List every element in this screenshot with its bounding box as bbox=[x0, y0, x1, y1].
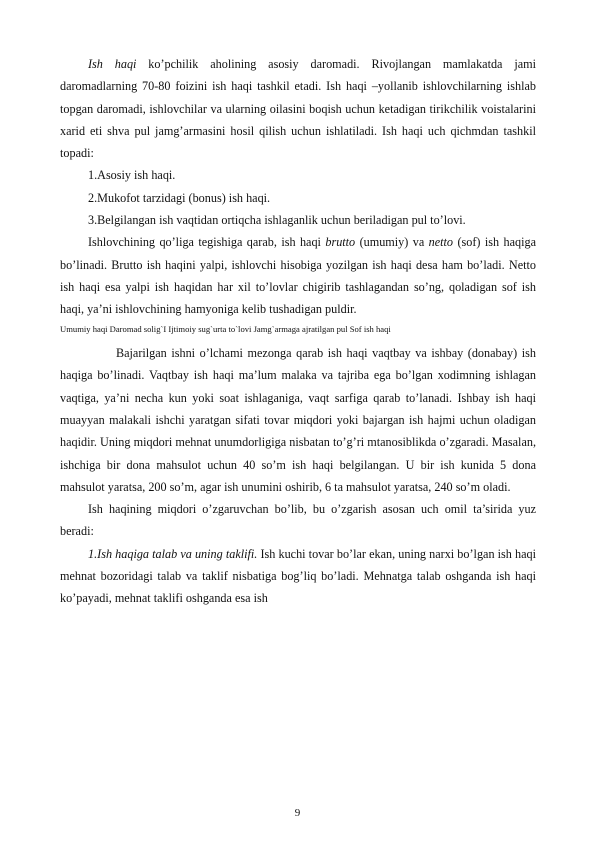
paragraph-wage-definition bbox=[60, 53, 536, 164]
subheading-supply-demand: 1.Ish haqiga talab va uning taklifi. bbox=[88, 546, 258, 561]
term-netto: netto bbox=[428, 235, 454, 250]
paragraph-text: Ish kuchi tovar bo’lar ekan, uning narxi bo’lgan ish haqi mehnat bozoridagi talab va taklif nisbatiga bog’liq bo’ladi. Mehnatga talab oshganda ish haqi ko’payadi, mehnat taklifi oshganda esa ish bbox=[60, 546, 536, 606]
term-ish-haqi: Ish haqi bbox=[88, 57, 137, 71]
paragraph-text: (umumiy) va bbox=[355, 235, 429, 250]
paragraph-text: ko’pchilik aholining asosiy daromadi. Rivojlangan mamlakatda jami daromadlarning 70-80 foizini ish haqi tashkil etadi. Ish haqi –yollanib ishlovchilarning ishlab topgan daromadi, ishlovchilar va ularning oilasini boqish uchun ketadigan tirikchilik voistalarini xarid eti shva pul jamg’armasini hosil qilish uchun ishlatiladi. Ish haqi uch qichmdan tashkil topadi: bbox=[60, 57, 536, 161]
paragraph-wage-factors: Ish haqining miqdori o’zgaruvchan bo’lib, bu o’zgarish asosan uch omil ta’sirida yuz beradi: bbox=[60, 502, 536, 539]
list-item-overtime-pay: 3.Belgilangan ish vaqtidan ortiqcha ishlaganlik uchun beriladigan pul to’lovi. bbox=[88, 213, 466, 228]
paragraph-supply-demand bbox=[60, 543, 536, 610]
term-brutto: brutto bbox=[325, 235, 356, 250]
paragraph-text: (sof) ish haqiga bo’linadi. Brutto ish haqini yalpi, ishlovchi hisobiga yozilgan ish haqi desa ham bo’ladi. Netto ish haqi esa yalpi ish haqidan har xil to’lovlar chigirib tashlagandan so’ng, qoladigan sof ish haqi, ya’ni ishlovchining hamyoniga kelib tushadigan puldir. bbox=[60, 235, 536, 317]
page-number: 9 bbox=[294, 807, 301, 819]
paragraph-brutto-netto bbox=[60, 231, 536, 320]
wage-formula-line: Umumiy haqi Daromad solig`I Ijtimoiy sug`urta to`lovi Jamg`armaga ajratilgan pul Sof ish haqi bbox=[60, 323, 391, 334]
list-item-basic-wage: 1.Asosiy ish haqi. bbox=[88, 168, 176, 183]
list-item-bonus-wage: 2.Mukofot tarzidagi (bonus) ish haqi. bbox=[88, 190, 271, 205]
paragraph-text: Ishlovchining qo’liga tegishiga qarab, ish haqi bbox=[88, 235, 326, 250]
page-content bbox=[60, 53, 536, 610]
paragraph-time-piece-wage: Bajarilgan ishni o’lchami mezonga qarab ish haqi vaqtbay va ishbay (donabay) ish haqiga bo’linadi. Vaqtbay ish haqi ma’lum malaka va tajriba ega bo’lgan xodimning ishlagan vaqtiga, ya’ni necha kun yoki soat ishlaganiga, vaqt sarfiga qarab to’lanadi. Ishbay ish haqi muayyan malakali ishchi yaratgan sifati tovar miqdori yoki bajargan ish hajmi uchun oladigan haqidir. Uning miqdori mehnat unumdorligiga nisbatan to’g’ri mtanosiblikda o’zgaradi. Masalan, ishchiga bir dona mahsulot uchun 40 so’m ish haqi belgilangan. U bir ish kunida 5 dona mahsulot yaratsa, 200 so’m, agar ish unumini oshirib, 6 ta mahsulot yaratsa, 240 so’m oladi. bbox=[60, 346, 536, 494]
